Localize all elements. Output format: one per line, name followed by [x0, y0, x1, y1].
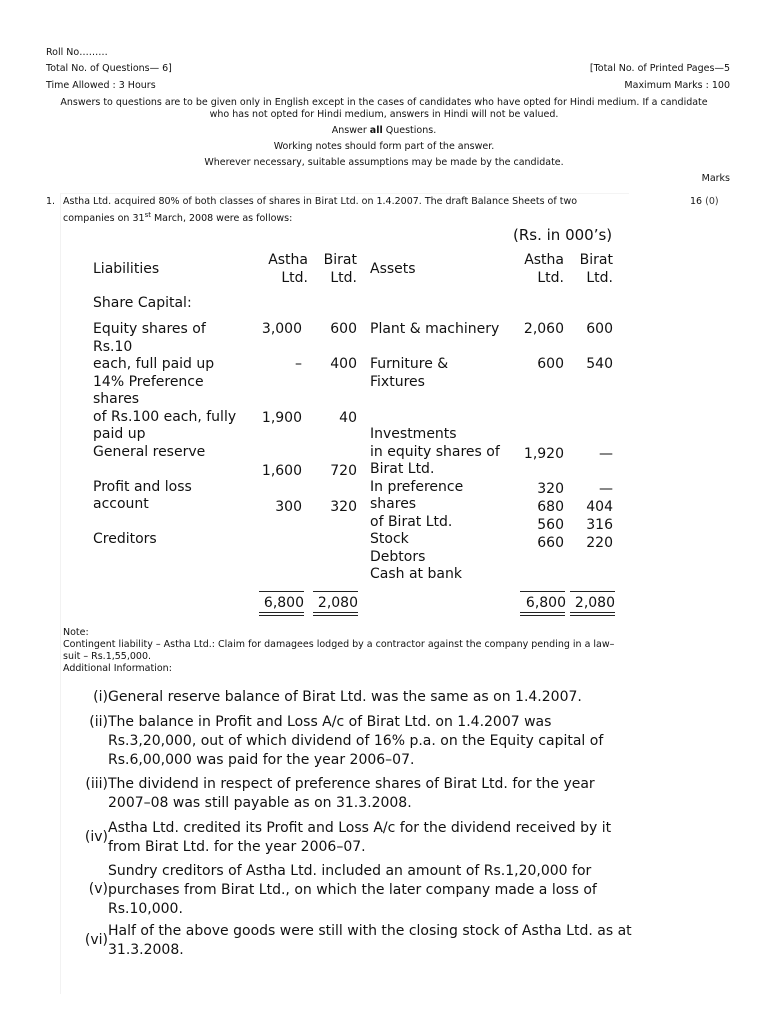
total-asset-astha: 6,800: [525, 595, 566, 611]
asset-astha-value: 600: [537, 356, 564, 372]
printed-pages: [Total No. of Printed Pages—5: [589, 63, 730, 74]
asset-birat-value: —: [599, 481, 613, 497]
question-marks: 16 (0): [690, 196, 719, 207]
total-double-rule: [520, 612, 565, 616]
liab-birat-value: 320: [330, 499, 357, 515]
total-double-rule: [570, 612, 615, 616]
asset-astha-value: 680: [537, 499, 564, 515]
asset-astha-value: 1,920: [523, 446, 564, 462]
question-number: 1.: [46, 196, 56, 207]
asset-birat-value: 600: [586, 321, 613, 337]
share-capital-heading: Share Capital:: [93, 295, 192, 311]
col-astha-assets: Astha Ltd.: [524, 252, 564, 286]
assumptions: Wherever necessary, suitable assumptions may be made by the candidate.: [204, 157, 564, 168]
col-liabilities: Liabilities: [93, 261, 160, 277]
col-birat-liab: Birat Ltd.: [323, 252, 357, 286]
col-assets: Assets: [370, 261, 416, 277]
working-notes: Working notes should form part of the answer.: [273, 141, 495, 152]
question-text: Astha Ltd. acquired 80% of both classes of shares in Birat Ltd. on 1.4.2007. The draft Balance Sheets of two: [63, 196, 578, 207]
answer-all: Answer all Questions.: [331, 125, 437, 136]
asset-astha-value: 2,060: [523, 321, 564, 337]
total-liab-astha: 6,800: [263, 595, 304, 611]
assets-list: Plant & machinery Furniture & Fixtures Investments in equity shares of Birat Ltd. In preference shares of Birat Ltd. Stock Debtors Cash at bank: [370, 321, 500, 582]
col-astha-liab: Astha Ltd.: [268, 252, 308, 286]
asset-birat-value: 316: [586, 517, 613, 533]
total-rule: [520, 591, 565, 592]
liabilities-list: Equity shares of Rs.10 each, full paid up 14% Preference shares of Rs.100 each, fully paid up General reserve Profit and loss account Creditors: [93, 321, 237, 547]
asset-birat-value: 404: [586, 499, 613, 515]
total-double-rule: [313, 612, 358, 616]
total-rule: [313, 591, 358, 592]
liab-birat-value: 400: [330, 356, 357, 372]
total-liab-birat: 2,080: [317, 595, 358, 611]
liab-astha-value: –: [295, 356, 302, 372]
liab-birat-value: 600: [330, 321, 357, 337]
liab-astha-value: 3,000: [261, 321, 302, 337]
asset-birat-value: 540: [586, 356, 613, 372]
marks-label: Marks: [701, 173, 730, 184]
liab-astha-value: 1,600: [261, 463, 302, 479]
liab-astha-value: 300: [275, 499, 302, 515]
question-text-2: companies on 31st March, 2008 were as follows:: [63, 211, 293, 225]
asset-birat-value: 220: [586, 535, 613, 551]
unit-label: (Rs. in 000’s): [513, 226, 613, 244]
instruction-line-1: Answers to questions are to be given only in English except in the cases of candidates who have opted for Hindi medium. If a candidate: [60, 97, 708, 108]
total-rule: [259, 591, 304, 592]
asset-birat-value: —: [599, 446, 613, 462]
asset-astha-value: 560: [537, 517, 564, 533]
time-allowed: Time Allowed : 3 Hours: [46, 80, 156, 91]
max-marks: Maximum Marks : 100: [624, 80, 730, 91]
col-birat-assets: Birat Ltd.: [579, 252, 613, 286]
asset-astha-value: 660: [537, 535, 564, 551]
asset-astha-value: 320: [537, 481, 564, 497]
total-questions: Total No. of Questions— 6]: [46, 63, 172, 74]
note-block: Note: Contingent liability – Astha Ltd.: Claim for damagees lodged by a contractor against the company pending in a law– suit – Rs.1,55,000. Additional Information:: [63, 627, 615, 674]
total-double-rule: [259, 612, 304, 616]
liab-birat-value: 720: [330, 463, 357, 479]
total-rule: [570, 591, 615, 592]
roll-no: Roll No………: [46, 47, 108, 58]
instruction-line-2: who has not opted for Hindi medium, answers in Hindi will not be valued.: [209, 109, 559, 120]
total-asset-birat: 2,080: [574, 595, 615, 611]
liab-astha-value: 1,900: [261, 410, 302, 426]
liab-birat-value: 40: [339, 410, 357, 426]
